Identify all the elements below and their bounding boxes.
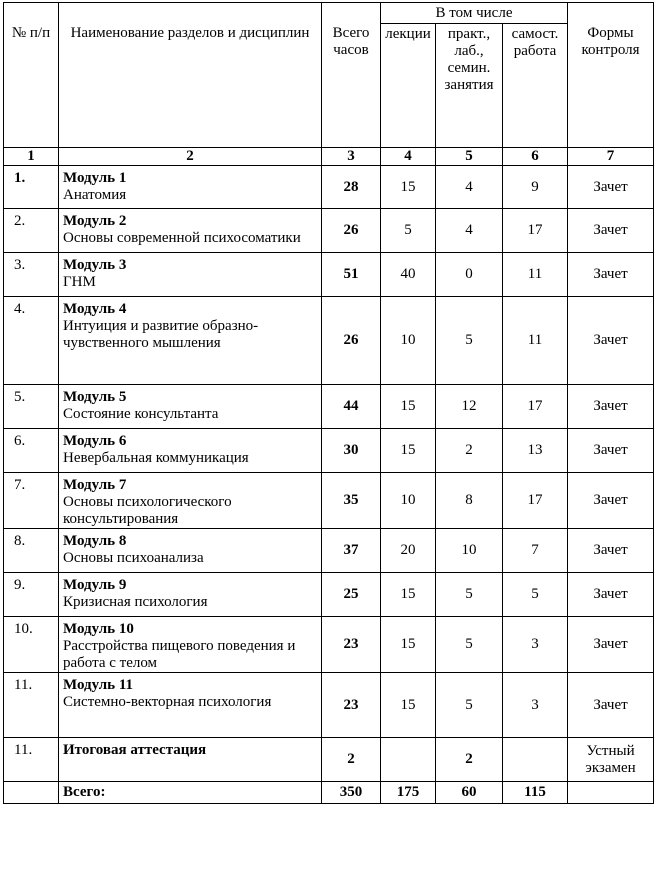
module-cell (59, 253, 322, 297)
lecture-hours: 15 (381, 166, 436, 209)
control-form: Зачет (568, 253, 654, 297)
table-row (4, 209, 654, 253)
row-number: 7. (4, 473, 59, 529)
self-study-hours: 5 (503, 573, 568, 617)
totals-label: Всего: (59, 782, 322, 804)
row-number: 11. (4, 738, 59, 782)
module-title: Модуль 8 (63, 533, 127, 549)
table-row (4, 253, 654, 297)
lecture-hours: 15 (381, 385, 436, 429)
col-number: 6 (503, 148, 568, 166)
self-study-hours: 7 (503, 529, 568, 573)
total-hours: 44 (322, 385, 381, 429)
row-number: 6. (4, 429, 59, 473)
module-name: Системно-векторная психология (63, 694, 272, 710)
total-hours: 51 (322, 253, 381, 297)
header-incl: В том числе (381, 3, 568, 24)
self-study-hours: 3 (503, 617, 568, 673)
self-study-hours (503, 738, 568, 782)
module-name: Интуиция и развитие образно-чувственного мышления (63, 318, 259, 351)
module-cell (59, 673, 322, 738)
module-title: Модуль 9 (63, 577, 127, 593)
module-name: Расстройства пищевого поведения и работа с телом (63, 638, 296, 671)
col-number: 2 (59, 148, 322, 166)
table-row (4, 429, 654, 473)
module-name: Основы психоанализа (63, 550, 204, 566)
row-number: 9. (4, 573, 59, 617)
header-forms: Формы контроля (568, 3, 654, 148)
module-name: Кризисная психология (63, 594, 208, 610)
total-hours: 25 (322, 573, 381, 617)
lecture-hours: 10 (381, 297, 436, 385)
total-hours: 28 (322, 166, 381, 209)
self-study-hours: 11 (503, 253, 568, 297)
control-form: Зачет (568, 385, 654, 429)
control-form: Зачет (568, 166, 654, 209)
total-hours: 30 (322, 429, 381, 473)
total-hours: 26 (322, 297, 381, 385)
header-self: самост. работа (503, 24, 568, 148)
col-number: 5 (436, 148, 503, 166)
row-number: 1. (4, 166, 59, 209)
practice-hours: 0 (436, 253, 503, 297)
header-name: Наименование разделов и дисциплин (59, 3, 322, 148)
col-number: 1 (4, 148, 59, 166)
self-study-hours: 13 (503, 429, 568, 473)
module-cell (59, 529, 322, 573)
module-title: Модуль 2 (63, 213, 127, 229)
control-form: Зачет (568, 209, 654, 253)
header-total: Всего часов (322, 3, 381, 148)
control-form: Зачет (568, 573, 654, 617)
self-study-hours: 115 (503, 782, 568, 804)
table-row (4, 573, 654, 617)
module-cell (59, 385, 322, 429)
self-study-hours: 3 (503, 673, 568, 738)
row-number: 5. (4, 385, 59, 429)
module-title: Модуль 5 (63, 389, 127, 405)
header-prac: практ., лаб., семин. занятия (436, 24, 503, 148)
table-row (4, 385, 654, 429)
lecture-hours: 15 (381, 673, 436, 738)
module-cell (59, 573, 322, 617)
control-form: Зачет (568, 673, 654, 738)
table-row (4, 166, 654, 209)
total-hours: 35 (322, 473, 381, 529)
lecture-hours: 175 (381, 782, 436, 804)
practice-hours: 5 (436, 573, 503, 617)
module-cell (59, 738, 322, 782)
final-attestation-row (4, 738, 654, 782)
totals-row (4, 782, 654, 804)
self-study-hours: 17 (503, 209, 568, 253)
col-number: 4 (381, 148, 436, 166)
practice-hours: 5 (436, 673, 503, 738)
practice-hours: 8 (436, 473, 503, 529)
practice-hours: 4 (436, 166, 503, 209)
module-name: Основы психологического консультирования (63, 494, 232, 527)
row-number: 4. (4, 297, 59, 385)
practice-hours: 2 (436, 429, 503, 473)
lecture-hours: 20 (381, 529, 436, 573)
module-cell (59, 617, 322, 673)
lecture-hours: 15 (381, 617, 436, 673)
self-study-hours: 17 (503, 385, 568, 429)
row-number: 10. (4, 617, 59, 673)
practice-hours: 5 (436, 297, 503, 385)
module-title: Модуль 11 (63, 677, 134, 693)
header-lect: лекции (381, 24, 436, 148)
practice-hours: 2 (436, 738, 503, 782)
table-row (4, 617, 654, 673)
row-number: 8. (4, 529, 59, 573)
total-hours: 350 (322, 782, 381, 804)
control-form: Зачет (568, 473, 654, 529)
table-row (4, 529, 654, 573)
column-number-row (4, 148, 654, 166)
module-name: Невербальная коммуникация (63, 450, 249, 466)
totals-empty (4, 782, 59, 804)
header-row (4, 3, 654, 24)
table-row (4, 297, 654, 385)
self-study-hours: 9 (503, 166, 568, 209)
total-hours: 23 (322, 673, 381, 738)
control-form: Зачет (568, 529, 654, 573)
total-hours: 23 (322, 617, 381, 673)
total-hours: 2 (322, 738, 381, 782)
practice-hours: 4 (436, 209, 503, 253)
module-title: Модуль 6 (63, 433, 127, 449)
lecture-hours: 15 (381, 573, 436, 617)
header-num: № п/п (4, 3, 59, 148)
module-cell (59, 166, 322, 209)
self-study-hours: 11 (503, 297, 568, 385)
module-title: Модуль 10 (63, 621, 134, 637)
module-cell (59, 429, 322, 473)
lecture-hours: 15 (381, 429, 436, 473)
module-title: Модуль 1 (63, 170, 127, 186)
module-title: Модуль 4 (63, 301, 127, 317)
lecture-hours: 5 (381, 209, 436, 253)
control-form: Зачет (568, 429, 654, 473)
total-hours: 37 (322, 529, 381, 573)
module-name: Анатомия (63, 187, 127, 203)
lecture-hours: 10 (381, 473, 436, 529)
module-cell (59, 473, 322, 529)
row-number: 2. (4, 209, 59, 253)
control-form: Зачет (568, 297, 654, 385)
module-title: Модуль 7 (63, 477, 127, 493)
col-number: 7 (568, 148, 654, 166)
module-name: Основы современной психосоматики (63, 230, 301, 246)
table-row (4, 473, 654, 529)
practice-hours: 12 (436, 385, 503, 429)
control-form: Устный экзамен (568, 738, 654, 782)
module-cell (59, 297, 322, 385)
practice-hours: 10 (436, 529, 503, 573)
lecture-hours (381, 738, 436, 782)
totals-empty (568, 782, 654, 804)
row-number: 3. (4, 253, 59, 297)
lecture-hours: 40 (381, 253, 436, 297)
practice-hours: 5 (436, 617, 503, 673)
module-cell (59, 209, 322, 253)
practice-hours: 60 (436, 782, 503, 804)
curriculum-table (3, 2, 654, 804)
total-hours: 26 (322, 209, 381, 253)
module-title: Модуль 3 (63, 257, 127, 273)
module-name: Состояние консультанта (63, 406, 219, 422)
col-number: 3 (322, 148, 381, 166)
control-form: Зачет (568, 617, 654, 673)
module-name: ГНМ (63, 274, 96, 290)
final-title: Итоговая аттестация (63, 742, 207, 758)
self-study-hours: 17 (503, 473, 568, 529)
row-number: 11. (4, 673, 59, 738)
table-row (4, 673, 654, 738)
